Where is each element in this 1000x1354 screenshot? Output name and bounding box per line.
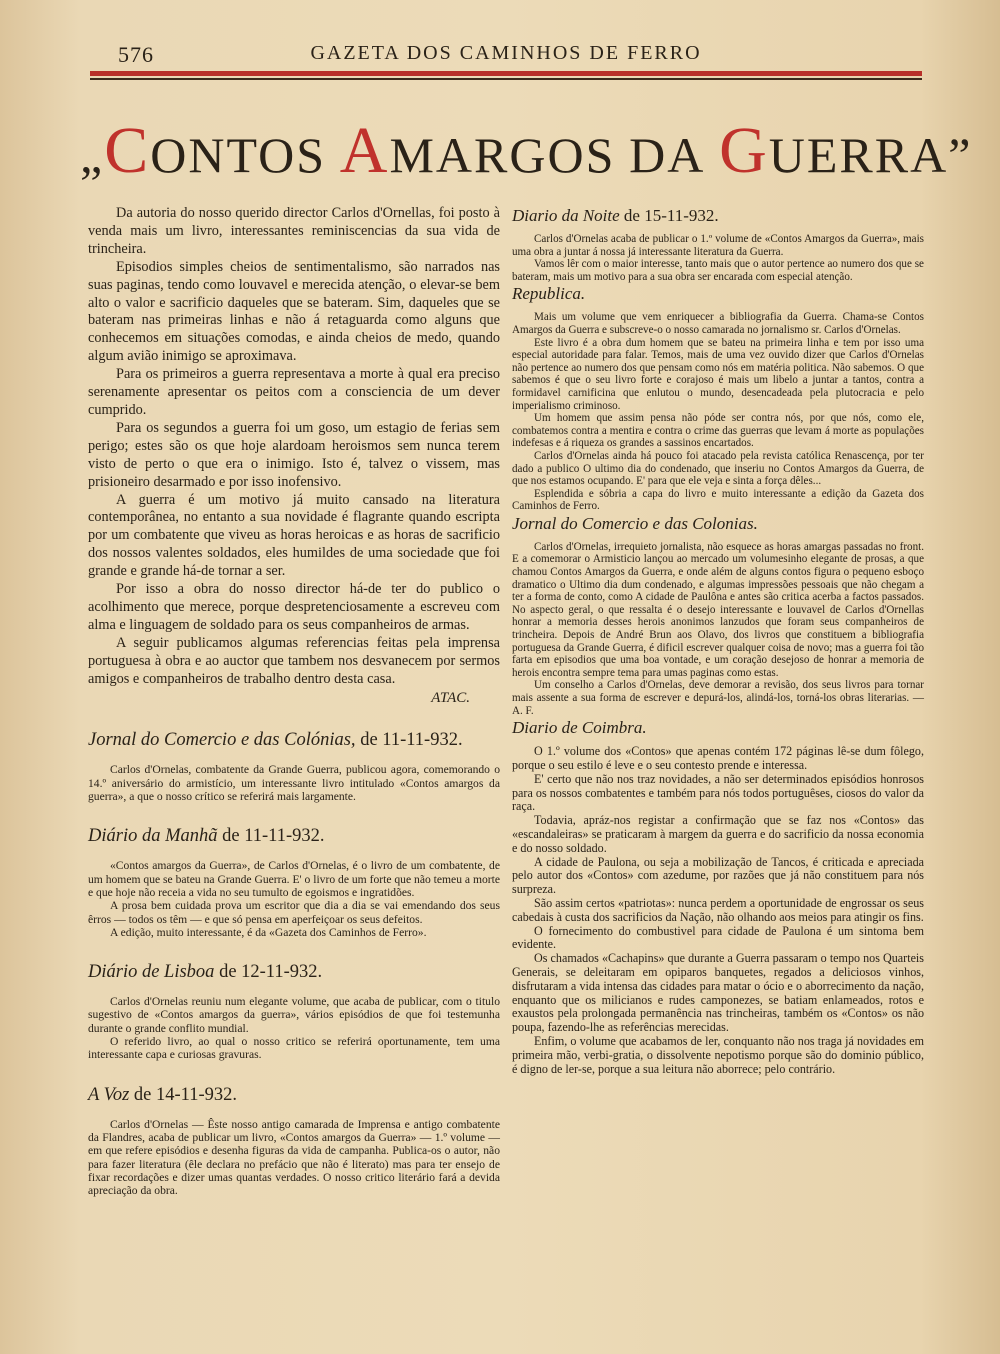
source-paragraph: O 1.º volume dos «Contos» que apenas contém 172 páginas lê-se dum fôlego, porque o seu estilo é leve e o seu contesto prende e interessa. [512, 744, 924, 772]
source-heading [512, 513, 924, 535]
source-jornal-comercio-colonias-2 [512, 513, 924, 717]
source-name: Diário da Manhã [88, 826, 218, 847]
article-title [80, 114, 973, 192]
intro-paragraph: Para os segundos a guerra foi um goso, um estagio de ferias sem perigo; estes são os que hoje alardoam heroismos sem nunca terem visto de perto o que era o inimigo. Isto é, talvez o vissem, mas prisioneiro desarmado e por isso inofensivo. [88, 419, 500, 490]
title-open-quote: „ [80, 127, 105, 183]
source-paragraph: Todavia, apráz-nos registar a confirmação que se faz nos «Contos» das «escandaleiras» se praticaram à margem da guerra e do sacrificio da nossa economia e do nosso soldado. [512, 813, 924, 855]
source-name: Republica. [512, 284, 586, 304]
source-paragraph: Os chamados «Cachapins» que durante a Guerra passaram o tempo nos Quarteis Generais, se deleitaram em opiparos banquetes, regados a deliciosos vinhos, disfrutaram a vida intensa das cidades para matar o ócio e o aborrecimento da nação, enquanto que os milicianos e rudes camponezes, se batiam enlameados, rotos e exaustos pela prolongada permanência nas trincheiras, também os «Contos» os não poupa, fazendo-lhe as referências merecidas. [512, 951, 924, 1035]
source-paragraph: O fornecimento do combustivel para cidade de Paulona é um sintoma bem evidente. [512, 923, 924, 952]
left-column [88, 205, 500, 1197]
right-column [512, 205, 924, 1076]
title-word-contos: ONTOS [150, 127, 327, 183]
source-date: de 11-11-932. [355, 730, 463, 751]
title-word-guerra: UERRA [768, 127, 949, 183]
intro-paragraph: Por isso a obra do nosso director há-de ter do publico o acolhimento que merece, porque despretenciosamente a escreveu com alma e linguagem de soldado para os seus companheiros de armas. [88, 581, 500, 633]
title-initial-c: C [104, 114, 151, 187]
source-paragraph: Este livro é a obra dum homem que se bateu na primeira linha e tem por isso uma especial autoridade para falar. Temos, mais de uma vez ouvido dizer que Carlos d'Ornelas não pertence ao numero dos que pensam como nós em matéria politica. Não sabemos. O que sabemos é que o seu livro forte e corajoso é mais um libelo a juntar a tantos, contra a formidavel carnificina que enlutou o mundo, desencadeada pela plutocracia e pelo imperialismo criminoso. [512, 336, 924, 412]
header-dark-rule [90, 78, 922, 80]
intro-signature: ATAC. [431, 690, 470, 707]
source-name: Diario de Coimbra. [512, 718, 647, 738]
source-paragraph: Mais um volume que vem enriquecer a bibliografia da Guerra. Chama-se Contos Amargos da Guerra e subscreve-o o nosso camarada no jornalismo sr. Carlos d'Ornelas. [512, 311, 924, 336]
title-word-amargos: MARGOS [389, 127, 616, 183]
source-date: de 12-11-932. [214, 962, 323, 983]
source-date: de 15-11-932. [619, 206, 719, 225]
source-date: de 14-11-932. [129, 1084, 238, 1105]
source-paragraph: Esplendida e sóbria a capa do livro e muito interessante a edição da Gazeta dos Caminhos de Ferro. [512, 487, 924, 513]
source-diario-lisboa [88, 961, 500, 1061]
intro-paragraph: Da autoria do nosso querido director Carlos d'Ornellas, foi posto à venda mais um livro, interessantes reminiscencias da sua vida de trincheira. [88, 205, 500, 257]
source-heading [512, 283, 924, 305]
intro-paragraph: Episodios simples cheios de sentimentalismo, são narrados nas suas paginas, tendo como louvavel e merecida atenção, o elevar-se bem alto o valor e sacrificio daqueles que se bateram. Sim, daqueles que se bateram nas primeiras linhas e não á retaguarda como alguns que conhecemos em situações comodas, e ainda cheios de medo, quando algum avião inimigo se aproximava. [88, 258, 500, 365]
intro-paragraph: Para os primeiros a guerra representava a morte à qual era preciso serenamente apresentar os peitos com a consciencia de um dever cumprido. [88, 366, 500, 418]
source-heading [88, 961, 500, 983]
source-diario-coimbra [512, 717, 924, 1076]
source-paragraph: Carlos d'Ornelas — Êste nosso antigo camarada de Imprensa e antigo combatente da Flandres, acaba de publicar um livro, «Contos amargos da Guerra» — 1.º volume — em que refere episódios e desenha figuras da vida de campanha. Publica-os o autor, não para fazer literatura (êle declara no prefácio que não é literato) mas para ter ensejo de fixar recordações e dizer umas quantas verdades. O nosso critico literário fará a devida apreciação da obra. [88, 1117, 500, 1198]
title-close-quote: ” [948, 127, 973, 183]
source-paragraph: São assim certos «patriotas»: nunca perdem a oportunidade de engrossar os seus cabedais à custa dos sacrificios da Nação, não olhando aos meios para atingir os fins. [512, 895, 924, 924]
source-heading [88, 825, 500, 847]
source-paragraph: A cidade de Paulona, ou seja a mobilização de Tancos, é criticada e apreciada pelo autor dos «Contos» com azedume, por razões que já não constituem para nós surpreza. [512, 854, 924, 897]
source-heading [88, 1084, 500, 1106]
running-title: GAZETA DOS CAMINHOS DE FERRO [310, 42, 702, 64]
source-paragraph: Carlos d'Ornelas reuniu num elegante volume, que acaba de publicar, com o titulo sugestivo de «Contos amargos da guerra», vários episódios de que foi testemunha durante o grande conflito mundial. [88, 995, 500, 1035]
source-name: Jornal do Comercio e das Colónias, [88, 730, 356, 751]
title-word-da: DA [629, 127, 706, 183]
header-red-rule [90, 71, 922, 76]
source-paragraph: O referido livro, ao qual o nosso critico se referirá oportunamente, tem uma interessante capa e curiosas gravuras. [88, 1035, 500, 1062]
source-paragraph: Carlos d'Ornelas, irrequieto jornalista, não esquece as horas amargas passadas no front. E a comemorar o Armisticio lançou ao mercado um volumesinho elegante de prosas, a que chamou Contos Amargos da Guerra, e onde além de alguns contos figura o pequeno esboço dramatico o Ultimo dia dum condenado, e algumas impressões pessoais que não chegam a ter a forma de conto, como A cidade de Paulôna e antes são critica acerba a factos passados. No aspecto geral, o que ressalta é o desejo interessante e louvavel de Carlos d'Ornellas honrar a memoria desses herois anonimos lanzudos que foram seus companheiros de trincheira. Depois de André Brun aos Olavo, dos livros que constituem a bibliografia portuguesa da Grande Guerra, é dificil escrever qualquer coisa de novo; mas a guerra foi tão farta em episodios que uma boa vontade, e um coração desejoso de honrar a memoria de herois encontra sempre tema para umas paginas como estas. [512, 540, 924, 679]
source-diario-noite [512, 205, 924, 283]
source-date: de 11-11-932. [217, 826, 325, 847]
source-heading [512, 717, 924, 739]
source-paragraph: E' certo que não nos traz novidades, a não ser determinados episódios honrosos para os nossos combatentes e também para nós todos portuguêses, ciosos do valor da raça. [512, 771, 924, 814]
source-diario-manha [88, 825, 500, 939]
source-name: Diário de Lisboa [88, 962, 215, 983]
source-name: Jornal do Comercio e das Colonias. [512, 513, 758, 533]
source-paragraph: «Contos amargos da Guerra», de Carlos d'Ornelas, é o livro de um combatente, de um homem que se bateu na Grande Guerra. E' o livro de um forte que não temeu a morte e que hoje não receia a vida no seu tumulto de egoismos e ingratidões. [88, 859, 500, 899]
source-paragraph: Enfim, o volume que acabamos de ler, conquanto não nos traga já novidades em primeira mão, verbi-gratia, o dissolvente nepotismo porque são do dominio público, é digno de ler-se, porque a sua leitura não aborrece; pelo contrário. [512, 1033, 924, 1076]
page-header [90, 38, 922, 82]
source-heading [88, 729, 500, 751]
source-paragraph: Vamos lêr com o maior interesse, tanto mais que o autor pertence ao numero dos que se bateram, mais um motivo para a sua obra ser encarada com especial atenção. [512, 258, 924, 283]
source-paragraph: Carlos d'Ornelas acaba de publicar o 1.º volume de «Contos Amargos da Guerra», mais uma obra a juntar á nossa já interessante literatura da Guerra. [512, 233, 924, 258]
source-republica [512, 283, 924, 513]
intro-paragraph: A guerra é um motivo já muito cansado na literatura contemporânea, no entanto a sua novidade é flagrante quando escripta por um combatente que viveu as horas heroicas e as horas de sacrificio dos nossos valentes soldados, eles humildes de uma sociedade que foi grande e grande há-de tornar a ser. [88, 491, 500, 580]
intro-paragraph: A seguir publicamos algumas referencias feitas pela imprensa portuguesa à obra e ao auctor que tambem nos desvanecem por sermos amigos e companheiros de trabalho dentro desta casa. [88, 634, 500, 687]
source-paragraph: A edição, muito interessante, é da «Gazeta dos Caminhos de Ferro». [110, 925, 427, 939]
source-paragraph: A prosa bem cuidada prova um escritor que dia a dia se vai emendando dos seus êrros — todos os têm — e que só pensa em aperfeiçoar os seus defeitos. [88, 899, 500, 926]
source-a-voz [88, 1084, 500, 1198]
source-paragraph: Carlos d'Ornelas ainda há pouco foi atacado pela revista católica Renascença, por ter dado a publico O ultimo dia do condenado, que inseriu no Contos Amargos da Guerra, de que nos estamos ocupando. E' para que ele veja e sinta a força dêles... [512, 449, 924, 488]
intro-section [88, 205, 500, 707]
source-paragraph: Um conselho a Carlos d'Ornelas, deve demorar a revisão, dos seus livros para tornar mais assente a sua forma de escrever e depurá-los, alindá-los, torná-los obras literarias. — A. F. [512, 679, 924, 717]
source-paragraph: Carlos d'Ornelas, combatente da Grande Guerra, publicou agora, comemorando o 14.º aniversário do armistício, um interessante livro intitulado «Contos amargos da guerra», a que o nosso crítico se referirá mais largamente. [88, 763, 500, 804]
title-initial-a: A [339, 114, 390, 187]
source-name: A Voz [88, 1084, 130, 1105]
source-jornal-comercio-colonias [88, 729, 500, 803]
page-number: 576 [118, 42, 154, 67]
source-heading [512, 205, 924, 227]
title-initial-g: G [719, 114, 769, 187]
source-paragraph: Um homem que assim pensa não póde ser contra nós, por que nós, como ele, combatemos contra a mentira e contra o crime das guerras que levam á morte as populações indefesas e á riqueza os grandes a sassinos encartados. [512, 412, 924, 450]
source-name: Diario da Noite [512, 206, 620, 225]
